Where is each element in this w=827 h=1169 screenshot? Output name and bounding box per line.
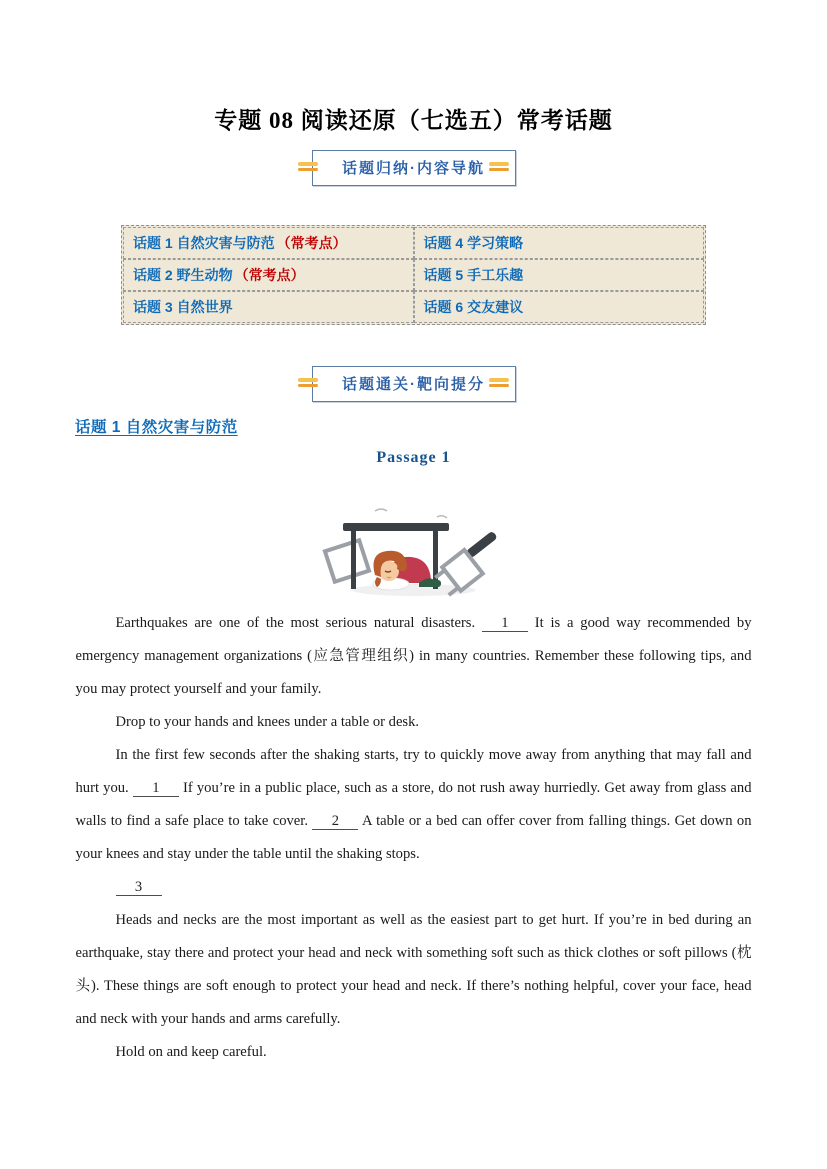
paragraph: Drop to your hands and knees under a table or desk. xyxy=(115,714,420,730)
earthquake-illustration xyxy=(319,483,509,601)
topic-cell-3 xyxy=(123,291,414,323)
topic-label: 话题 1 自然灾害与防范 xyxy=(133,235,275,251)
person-under-table xyxy=(373,551,441,590)
paragraph: Hold on and keep careful. xyxy=(115,1044,267,1060)
topic-label: 话题 5 手工乐趣 xyxy=(423,267,524,283)
topic-cell-5 xyxy=(414,259,705,291)
banner-ornament-icon xyxy=(298,162,318,174)
passage-title: Passage 1 xyxy=(376,449,451,466)
topic-tag: （常考点） xyxy=(234,267,305,283)
banner-ornament-icon xyxy=(489,162,509,174)
falling-frame xyxy=(324,540,368,582)
topic-cell-1 xyxy=(123,227,414,259)
paragraph xyxy=(76,871,752,904)
topic-label: 话题 6 交友建议 xyxy=(423,299,524,315)
banner-ornament-icon xyxy=(489,378,509,390)
topic-cell-2 xyxy=(123,259,414,291)
paragraph: Heads and necks are the most important as well as the easiest part to get hurt. If you’re in bed during an earthquake, stay there and protect your head and neck with something soft such as thick clothes or soft pillows (枕头). These things are soft enough to protect your head and neck. If there’s nothing helpful, cover your face, head and neck with your hands and arms carefully. xyxy=(75,912,752,1027)
banner-boost xyxy=(312,366,516,402)
topic-label: 话题 4 学习策略 xyxy=(423,235,524,251)
topic-label: 话题 2 野生动物 xyxy=(133,267,233,283)
section-heading-topic1: 话题 1 自然灾害与防范 xyxy=(75,419,238,436)
topic-cell-4 xyxy=(414,227,705,259)
banner-ornament-icon xyxy=(298,378,318,390)
banner-nav-label: 话题归纳·内容导航 xyxy=(342,160,485,177)
topic-label: 话题 3 自然世界 xyxy=(133,299,233,315)
topic-tag: （常考点） xyxy=(276,235,347,251)
banner-nav xyxy=(312,150,516,186)
answer-blank-1: 1 xyxy=(133,780,179,797)
answer-blank-2: 2 xyxy=(312,813,358,830)
answer-blank-3: 3 xyxy=(116,879,162,896)
page-title: 专题 08 阅读还原（七选五）常考话题 xyxy=(214,108,613,133)
passage-body xyxy=(76,607,752,1069)
answer-blank-1: 1 xyxy=(482,615,528,632)
paragraph: In the first few seconds after the shaking starts, try to quickly move away from anything that may fall and hurt you. 1 If you’re in a public place, such as a store, do not rush away hurriedly. Get away from glass and walls to find a safe place to take cover. 2 A table or a bed can offer cover from falling things. Get down on your knees and stay under the table until the shaking stops. xyxy=(75,747,752,862)
topic-cell-6 xyxy=(414,291,705,323)
topics-table xyxy=(121,225,706,325)
paragraph: Earthquakes are one of the most serious natural disasters. 1 It is a good way recommended by emergency management organizations (应急管理组织) in many countries. Remember these following tips, and you may protect yourself and your family. xyxy=(75,615,752,697)
banner-boost-label: 话题通关·靶向提分 xyxy=(342,376,485,393)
